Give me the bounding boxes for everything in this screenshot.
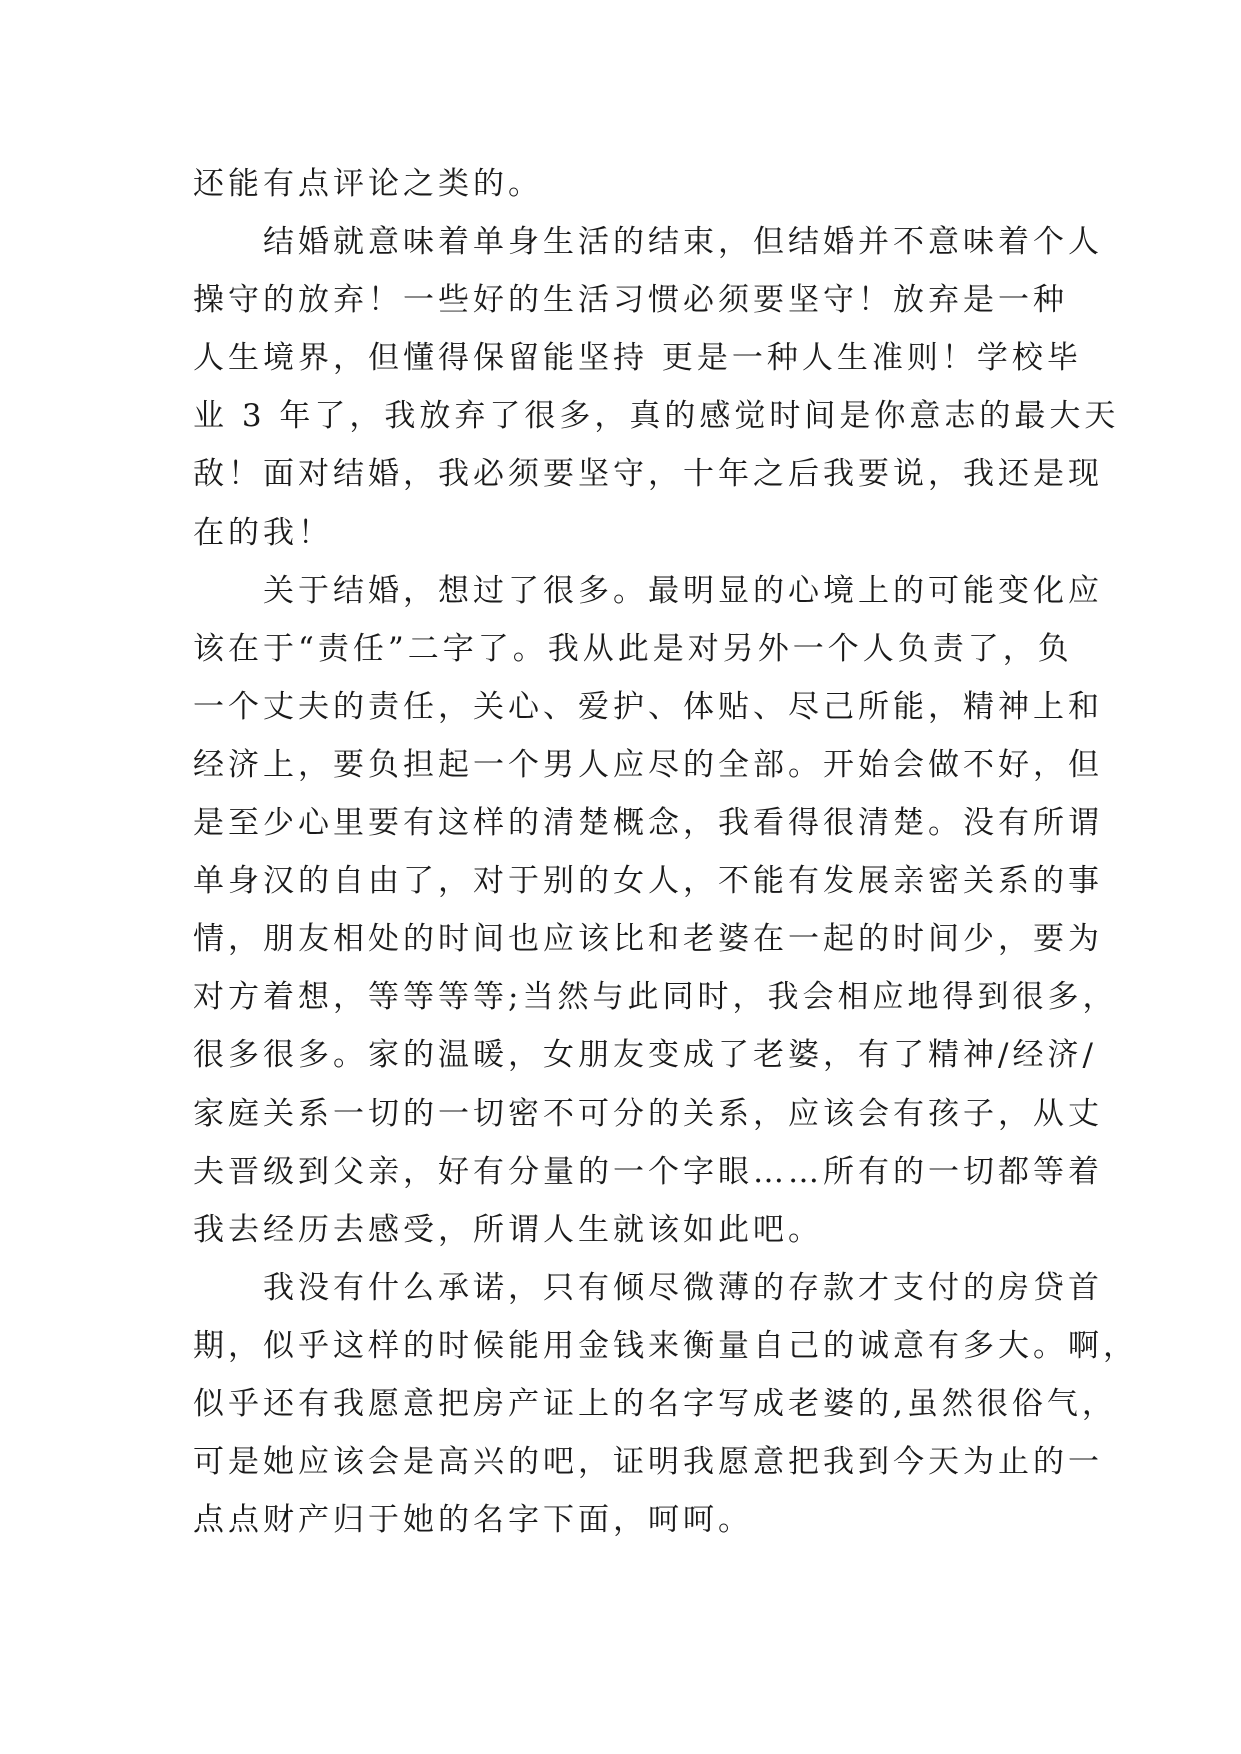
text-line: 似乎还有我愿意把房产证上的名字写成老婆的,虽然很俗气， — [193, 1385, 1117, 1422]
text-line: 期，似乎这样的时候能用金钱来衡量自己的诚意有多大。啊， — [193, 1327, 1138, 1364]
paragraph-continuation — [193, 155, 1053, 213]
text-line: 点点财产归于她的名字下面，呵呵。 — [193, 1502, 753, 1539]
text-line: 我没有什么承诺，只有倾尽微薄的存款才支付的房贷首 — [263, 1269, 1103, 1306]
text-line: 单身汉的自由了，对于别的女人，不能有发展亲密关系的事 — [193, 863, 1103, 900]
text-line: 很多很多。家的温暖，女朋友变成了老婆，有了精神/经济/ — [193, 1037, 1097, 1074]
text-line: 情，朋友相处的时间也应该比和老婆在一起的时间少，要为 — [193, 921, 1103, 958]
text-line: 家庭关系一切的一切密不可分的关系，应该会有孩子，从丈 — [193, 1095, 1103, 1132]
text-line: 敌！面对结婚，我必须要坚守，十年之后我要说，我还是现 — [193, 456, 1103, 493]
text-line: 该在于“责任”二字了。我从此是对另外一个人负责了，负 — [193, 630, 1073, 667]
text-line: 是至少心里要有这样的清楚概念，我看得很清楚。没有所谓 — [193, 805, 1103, 842]
body-text — [193, 155, 1138, 1549]
paragraph — [193, 213, 1120, 562]
text-line: 对方着想，等等等等;当然与此同时，我会相应地得到很多， — [193, 979, 1118, 1016]
text-line: 关于结婚，想过了很多。最明显的心境上的可能变化应 — [263, 572, 1103, 609]
text-line: 在的我！ — [193, 514, 333, 551]
text-line: 可是她应该会是高兴的吧，证明我愿意把我到今天为止的一 — [193, 1444, 1103, 1481]
text-line: 业 3 年了，我放弃了很多，真的感觉时间是你意志的最大天 — [193, 398, 1120, 435]
paragraph — [193, 1259, 1138, 1549]
text-line: 还能有点评论之类的。 — [193, 166, 543, 202]
text-line: 结婚就意味着单身生活的结束，但结婚并不意味着个人 — [263, 224, 1103, 261]
text-line: 操守的放弃！一些好的生活习惯必须要坚守！放弃是一种 — [193, 282, 1068, 319]
text-line: 一个丈夫的责任，关心、爱护、体贴、尽己所能，精神上和 — [193, 688, 1103, 725]
text-line: 夫晋级到父亲，好有分量的一个字眼……所有的一切都等着 — [193, 1153, 1103, 1190]
text-line: 经济上，要负担起一个男人应尽的全部。开始会做不好，但 — [193, 746, 1103, 783]
text-line: 人生境界，但懂得保留能坚持 更是一种人生准则！学校毕 — [193, 340, 1082, 377]
paragraph — [193, 562, 1118, 1259]
text-line: 我去经历去感受，所谓人生就该如此吧。 — [193, 1211, 823, 1248]
